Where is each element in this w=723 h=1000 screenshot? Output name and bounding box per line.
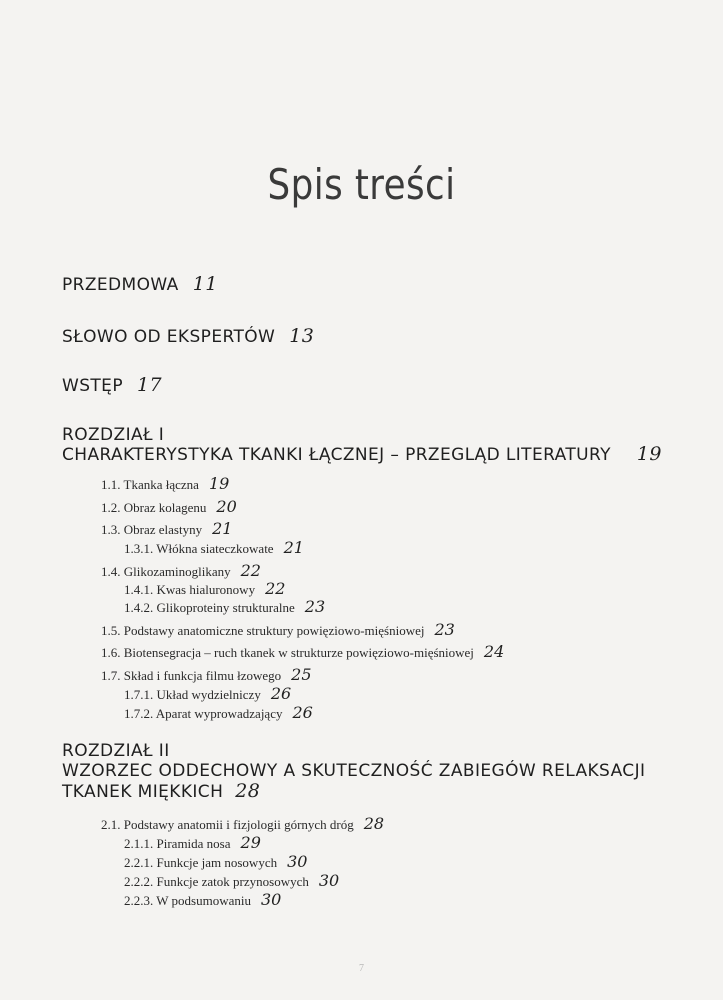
- toc-entry-slowo-od-ekspertow[interactable]: [62, 326, 314, 347]
- toc-subentry-label: 1.7. Skład i funkcja filmu łzowego: [101, 668, 282, 683]
- toc-subentry-label: 1.4.1. Kwas hialuronowy: [124, 582, 256, 597]
- toc-subentry[interactable]: [101, 520, 232, 539]
- toc-subentry[interactable]: [101, 498, 237, 517]
- toc-subentry-label: 1.7.2. Aparat wyprowadzający: [124, 706, 283, 721]
- toc-subentry-label: 1.7.1. Układ wydzielniczy: [124, 687, 261, 702]
- toc-subentry-label: 1.1. Tkanka łączna: [101, 477, 199, 492]
- toc-subentry-page: 25: [291, 665, 312, 684]
- toc-subentry[interactable]: [124, 834, 261, 853]
- toc-subentry-label: 2.2.1. Funkcje jam nosowych: [124, 855, 278, 870]
- toc-entry-page: 13: [289, 325, 315, 347]
- toc-subentry-label: 2.1.1. Piramida nosa: [124, 836, 231, 851]
- toc-subentry[interactable]: [124, 685, 291, 704]
- toc-subentry-page: 30: [287, 852, 308, 871]
- toc-subentry-label: 1.6. Biotensegracja – ruch tkanek w strukturze powięziowo-mięśniowej: [101, 645, 474, 660]
- toc-subentry[interactable]: [101, 643, 504, 662]
- toc-subentry[interactable]: [124, 853, 307, 872]
- toc-subentry-label: 1.3.1. Włókna siateczkowate: [124, 541, 274, 556]
- toc-subentry-label: 1.4.2. Glikoproteiny strukturalne: [124, 600, 295, 615]
- toc-subentry[interactable]: [101, 666, 312, 685]
- toc-subentry-label: 1.5. Podstawy anatomiczne struktury powięziowo-mięśniowej: [101, 623, 425, 638]
- chapter2-title-text: TKANEK MIĘKKICH: [62, 782, 224, 802]
- toc-subentry-page: 21: [283, 538, 304, 557]
- toc-subentry[interactable]: [124, 704, 313, 723]
- toc-subentry-page: 24: [483, 642, 505, 661]
- toc-subentry-page: 26: [292, 703, 313, 722]
- toc-subentry[interactable]: [101, 562, 261, 581]
- chapter1-title-text: CHARAKTERYSTYKA TKANKI ŁĄCZNEJ – PRZEGLĄD LITERATURY: [62, 445, 611, 465]
- toc-entry-wstep[interactable]: [62, 375, 162, 396]
- chapter1-title[interactable]: [62, 444, 662, 465]
- toc-subentry-label: 1.3. Obraz elastyny: [101, 522, 203, 537]
- toc-entry-label: WSTĘP: [62, 376, 123, 396]
- toc-subentry-page: 19: [208, 474, 230, 493]
- toc-subentry-page: 23: [304, 597, 326, 616]
- toc-subentry-page: 29: [240, 833, 261, 852]
- toc-subentry-page: 26: [270, 684, 292, 703]
- toc-entry-przedmowa[interactable]: [62, 274, 218, 295]
- toc-subentry-page: 22: [265, 579, 286, 598]
- toc-subentry-page: 20: [216, 497, 237, 516]
- toc-subentry-page: 22: [240, 561, 261, 580]
- toc-subentry[interactable]: [124, 598, 325, 617]
- toc-subentry-page: 23: [434, 620, 455, 639]
- toc-entry-label: SŁOWO OD EKSPERTÓW: [62, 327, 276, 347]
- toc-subentry[interactable]: [124, 539, 304, 558]
- toc-subentry-label: 2.2.3. W podsumowaniu: [124, 893, 251, 908]
- toc-subentry-page: 28: [363, 814, 385, 833]
- toc-subentry-page: 30: [261, 890, 282, 909]
- toc-subentry-label: 1.2. Obraz kolagenu: [101, 500, 207, 515]
- toc-subentry-page: 30: [318, 871, 340, 890]
- toc-subentry-label: 2.2.2. Funkcje zatok przynosowych: [124, 874, 309, 889]
- toc-subentry[interactable]: [101, 475, 229, 494]
- toc-subentry[interactable]: [124, 891, 281, 910]
- toc-subentry-label: 1.4. Glikozaminoglikany: [101, 564, 231, 579]
- toc-subentry[interactable]: [124, 580, 285, 599]
- chapter2-heading: ROZDZIAŁ II: [62, 741, 170, 761]
- chapter1-heading: ROZDZIAŁ I: [62, 425, 165, 445]
- toc-subentry[interactable]: [101, 621, 455, 640]
- page-number: 7: [359, 963, 364, 974]
- chapter1-page: 19: [636, 443, 662, 465]
- toc-subentry-label: 2.1. Podstawy anatomii i fizjologii górnych dróg: [101, 817, 354, 832]
- toc-subentry-page: 21: [212, 519, 233, 538]
- chapter2-title-line2[interactable]: [62, 781, 260, 802]
- toc-entry-label: PRZEDMOWA: [62, 275, 179, 295]
- toc-subentry[interactable]: [124, 872, 339, 891]
- toc-entry-page: 11: [192, 273, 218, 295]
- toc-entry-page: 17: [136, 374, 162, 396]
- toc-subentry[interactable]: [101, 815, 384, 834]
- chapter2-page: 28: [235, 780, 261, 802]
- chapter2-title-line1[interactable]: WZORZEC ODDECHOWY A SKUTECZNOŚĆ ZABIEGÓW RELAKSACJI: [62, 761, 646, 781]
- page-title: Spis treści: [267, 160, 456, 209]
